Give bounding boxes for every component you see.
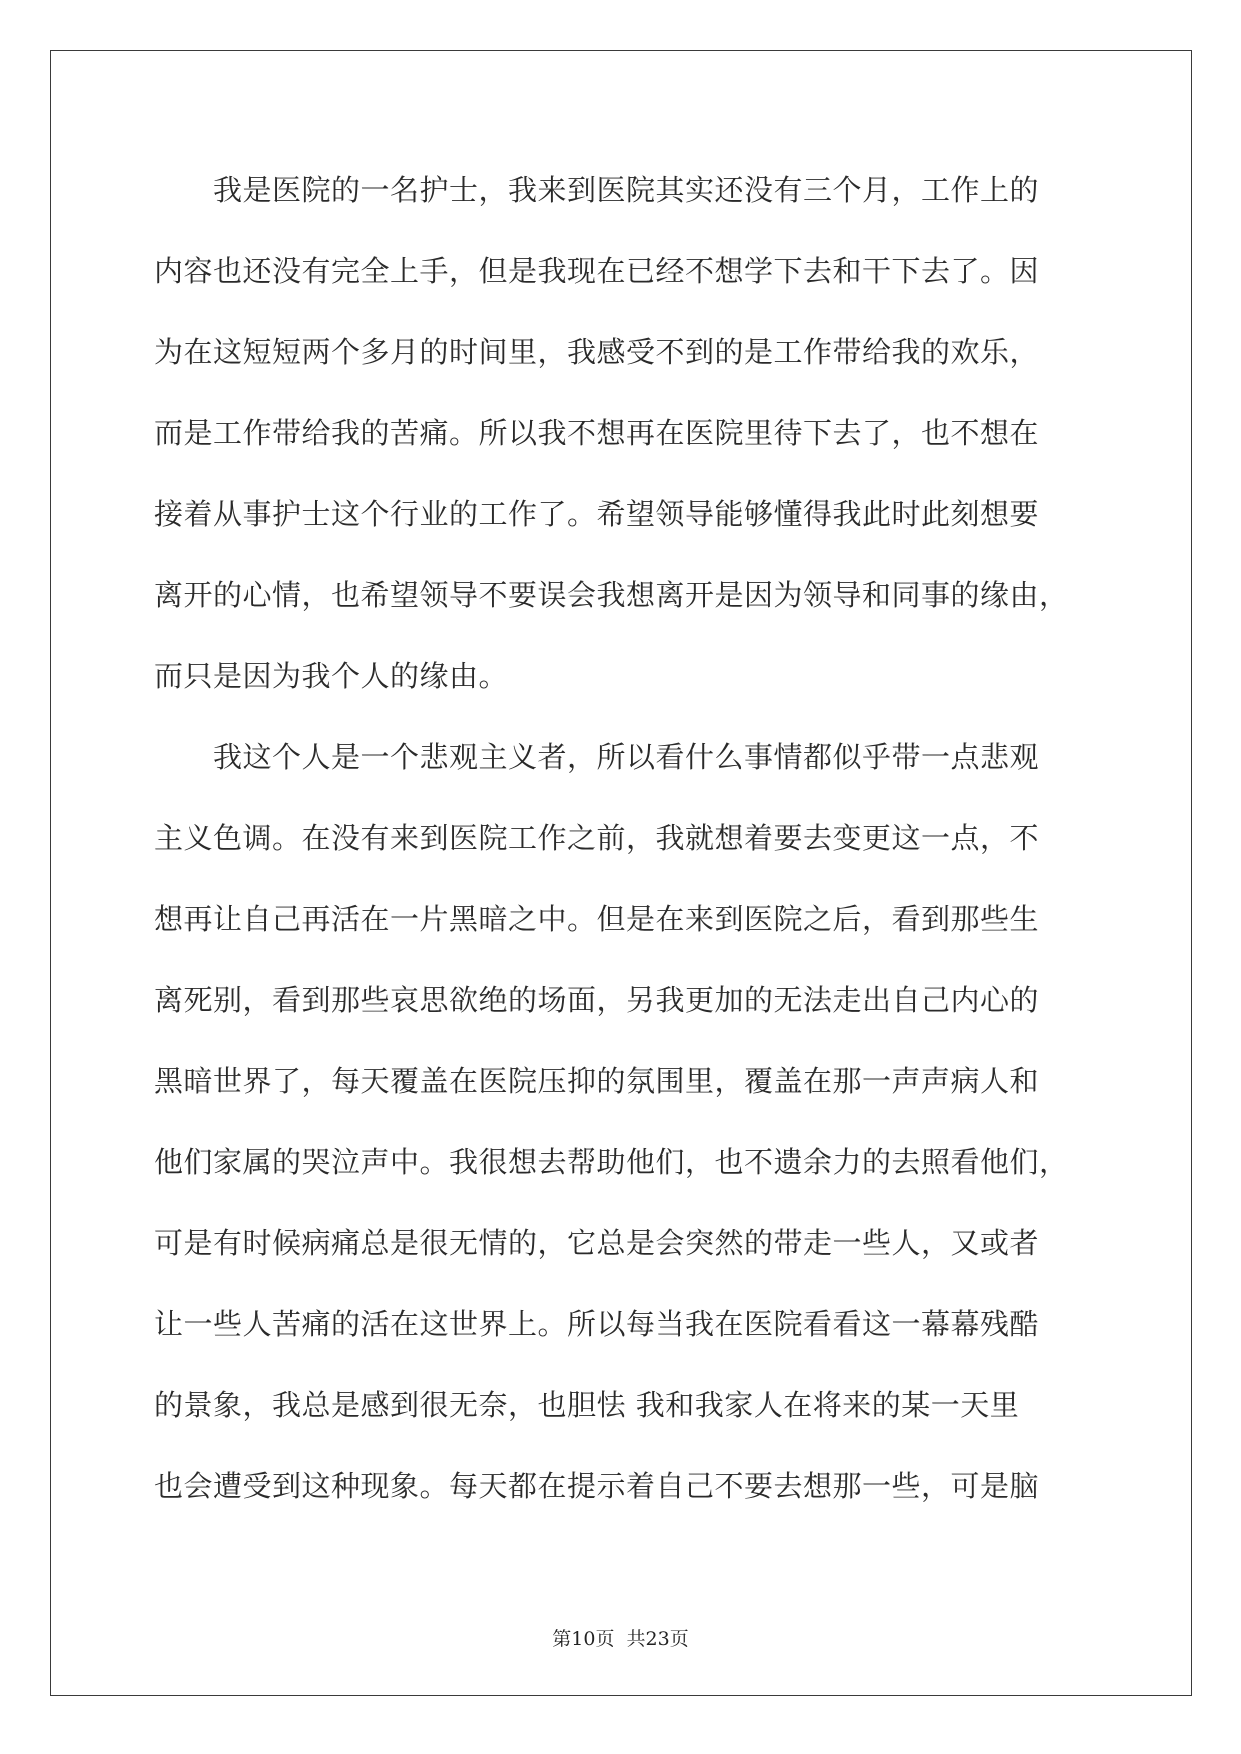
text-line: 黑暗世界了，每天覆盖在医院压抑的氛围里，覆盖在那一声声病人和 — [154, 1064, 1040, 1098]
text-line: 我是医院的一名护士，我来到医院其实还没有三个月，工作上的 — [154, 173, 1040, 207]
page-footer — [0, 1624, 1241, 1651]
text-line: 而是工作带给我的苦痛。所以我不想再在医院里待下去了，也不想在 — [154, 416, 1040, 450]
text-line: 离开的心情，也希望领导不要误会我想离开是因为领导和同事的缘由， — [154, 578, 1069, 612]
text-line: 想再让自己再活在一片黑暗之中。但是在来到医院之后，看到那些生 — [154, 902, 1040, 936]
text-line: 我这个人是一个悲观主义者，所以看什么事情都似乎带一点悲观 — [154, 740, 1040, 774]
text-line: 离死别，看到那些哀思欲绝的场面，另我更加的无法走出自己内心的 — [154, 983, 1040, 1017]
current-page-label: 第10页 — [552, 1628, 615, 1650]
text-line: 主义色调。在没有来到医院工作之前，我就想着要去变更这一点，不 — [154, 821, 1040, 855]
document-body — [154, 153, 1092, 1530]
text-line: 接着从事护士这个行业的工作了。希望领导能够懂得我此时此刻想要 — [154, 497, 1040, 531]
text-line: 内容也还没有完全上手，但是我现在已经不想学下去和干下去了。因 — [154, 254, 1040, 288]
text-line: 让一些人苦痛的活在这世界上。所以每当我在医院看看这一幕幕残酷 — [154, 1307, 1040, 1341]
text-line: 的景象，我总是感到很无奈，也胆怯 我和我家人在将来的某一天里 — [154, 1388, 1020, 1422]
text-line: 也会遭受到这种现象。每天都在提示着自己不要去想那一些，可是脑 — [154, 1469, 1040, 1503]
text-line: 而只是因为我个人的缘由。 — [154, 659, 509, 693]
text-line: 他们家属的哭泣声中。我很想去帮助他们，也不遗余力的去照看他们， — [154, 1145, 1069, 1179]
text-line: 为在这短短两个多月的时间里，我感受不到的是工作带给我的欢乐， — [154, 335, 1040, 369]
total-pages-label: 共23页 — [626, 1628, 689, 1650]
text-line: 可是有时候病痛总是很无情的，它总是会突然的带走一些人，又或者 — [154, 1226, 1040, 1260]
